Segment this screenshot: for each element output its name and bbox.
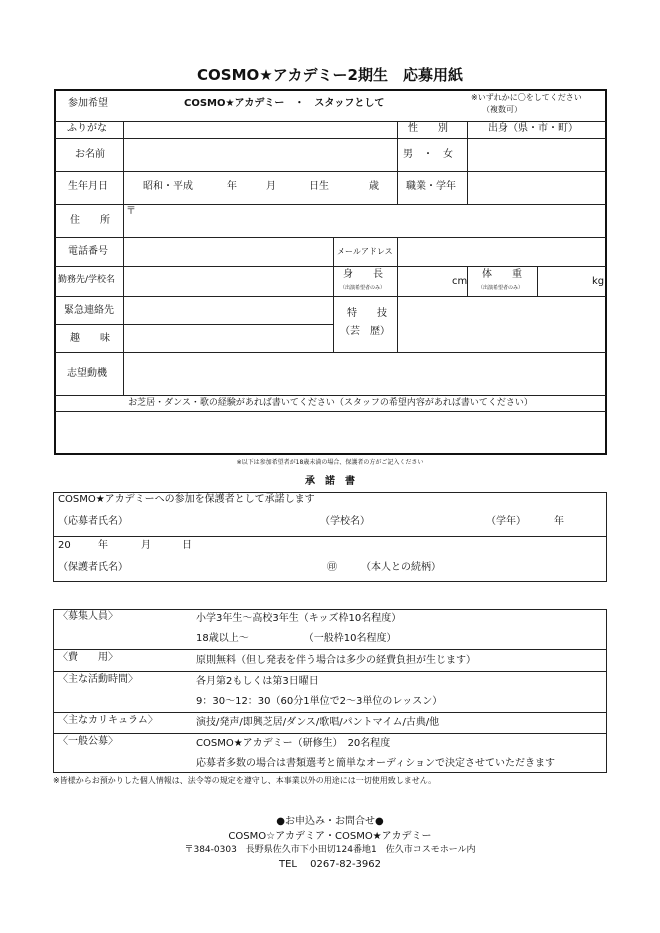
gender-options[interactable]: 男 ・ 女 — [403, 149, 453, 160]
info-divider — [53, 733, 607, 734]
row-divider — [55, 395, 606, 396]
info-line: 小学3年生～高校3年生（キッズ枠10名程度） — [196, 613, 402, 624]
phone-field[interactable] — [124, 238, 332, 265]
email-label: メールアドレス — [337, 247, 393, 256]
seal-mark: ㊞ — [327, 562, 337, 573]
name-label: お名前 — [75, 149, 105, 160]
info-line: COSMO★アカデミー（研修生） 20名程度 — [196, 738, 391, 749]
workplace-field[interactable] — [124, 267, 332, 295]
info-divider — [53, 712, 607, 713]
skill-label-sub: （芸 歴） — [340, 326, 390, 337]
column-divider — [397, 121, 398, 204]
date-month-unit: 月 — [141, 540, 151, 551]
info-divider — [53, 649, 607, 650]
birth-era[interactable]: 昭和・平成 — [143, 181, 193, 192]
sanka-note-sub: （複数可） — [482, 105, 522, 114]
age-unit: 歳 — [369, 181, 379, 192]
birth-year-unit: 年 — [227, 181, 237, 192]
weight-note: （出演希望者のみ） — [478, 285, 524, 291]
skill-label: 特 技 — [347, 308, 387, 319]
furigana-field[interactable] — [124, 122, 396, 137]
weight-unit: kg — [592, 276, 605, 287]
motive-field[interactable] — [124, 353, 605, 394]
skill-field[interactable] — [398, 297, 605, 351]
info-line: 応募者多数の場合は書類選考と簡単なオーディションで決定させていただきます — [196, 758, 555, 769]
height-unit: cm — [452, 276, 468, 287]
experience-field[interactable] — [56, 413, 605, 453]
birth-day-unit: 日生 — [309, 181, 329, 192]
birth-month-unit: 月 — [266, 181, 276, 192]
name-field[interactable] — [124, 139, 396, 170]
info-line: 演技/発声/即興芝居/ダンス/歌唱/パントマイム/古典/他 — [196, 717, 440, 728]
contact-tel: TEL 0267-82-3962 — [278, 859, 382, 870]
workplace-label: 勤務先/学校名 — [58, 275, 116, 285]
school-name-field[interactable] — [368, 512, 483, 532]
birthdate-label: 生年月日 — [68, 181, 108, 192]
info-label-curriculum: 〈主なカリキュラム〉 — [58, 715, 158, 726]
consent-divider — [53, 536, 607, 537]
hometown-field[interactable] — [468, 139, 605, 203]
applicant-name-label: （応募者氏名） — [58, 516, 128, 527]
info-divider — [53, 671, 607, 672]
height-label: 身 長 — [343, 269, 383, 280]
date-year-unit: 年 — [98, 540, 108, 551]
sanka-label: 参加希望 — [68, 98, 108, 109]
info-line: 各月第2もしくは第3日曜日 — [196, 676, 319, 687]
postal-mark: 〒 — [126, 206, 136, 217]
weight-label: 体 重 — [482, 269, 522, 280]
school-name-label: （学校名） — [320, 516, 370, 527]
sanka-note: ※いずれかに〇をしてください — [471, 93, 582, 102]
column-divider — [333, 237, 334, 352]
date-day-unit: 日 — [182, 540, 192, 551]
contact-heading: ●お申込み・お問合せ● — [276, 816, 384, 827]
experience-prompt: お芝居・ダンス・歌の経験があれば書いてください（スタッフの希望内容があれば書いてください） — [128, 398, 533, 408]
consent-statement: COSMO★アカデミーへの参加を保護者として承諾します — [58, 494, 315, 505]
row-divider — [55, 411, 606, 412]
info-line: 18歳以上～ （一般枠10名程度） — [196, 633, 397, 644]
emergency-field[interactable] — [124, 297, 332, 323]
contact-address: 〒384-0303 長野県佐久市下小田切124番地1 佐久市コスモホール内 — [184, 845, 476, 855]
page-title: COSMO★アカデミー2期生 応募用紙 — [197, 66, 463, 84]
emergency-label: 緊急連絡先 — [64, 305, 114, 316]
column-divider — [537, 266, 538, 296]
gender-label: 性 別 — [408, 123, 448, 134]
address-field[interactable] — [124, 205, 605, 236]
grade-unit: 年 — [554, 516, 564, 527]
height-note: （出演希望者のみ） — [340, 285, 386, 291]
info-label-public: 〈一般公募〉 — [58, 736, 118, 747]
privacy-note: ※皆様からお預かりした個人情報は、法令等の規定を遵守し、本事業以外の用途には一切使用致しません。 — [53, 776, 437, 785]
grade-label: （学年） — [486, 516, 526, 527]
guardian-name-field[interactable] — [125, 558, 320, 578]
relation-label: （本人との続柄） — [361, 562, 441, 573]
occupation-label: 職業・学年 — [406, 181, 456, 192]
sanka-options[interactable]: COSMO★アカデミー ・ スタッフとして — [184, 98, 385, 109]
contact-org: COSMO☆アカデミア・COSMO★アカデミー — [228, 831, 432, 842]
address-label: 住 所 — [70, 215, 110, 226]
furigana-label: ふりがな — [67, 123, 107, 134]
info-label-fee: 〈費 用〉 — [58, 652, 118, 663]
info-label-schedule: 〈主な活動時間〉 — [58, 674, 138, 685]
email-field[interactable] — [398, 238, 605, 265]
hobby-label: 趣 味 — [70, 333, 110, 344]
info-line: 9：30～12：30（60分1単位で2～3単位のレッスン） — [196, 696, 443, 707]
phone-label: 電話番号 — [68, 246, 108, 257]
hobby-field[interactable] — [124, 325, 332, 351]
hometown-label: 出身（県・市・町） — [488, 123, 578, 134]
date-century: 20 — [58, 540, 71, 551]
motive-label: 志望動機 — [67, 368, 107, 379]
info-line: 原則無料（但し発表を伴う場合は多少の経費負担が生じます） — [196, 655, 476, 666]
applicant-name-field[interactable] — [125, 512, 315, 532]
guardian-name-label: （保護者氏名） — [58, 562, 128, 573]
consent-heading: 承 諾 書 — [305, 476, 355, 487]
info-label-recruitment: 〈募集人員〉 — [58, 611, 118, 622]
guardian-note: ※以下は参加希望者が18歳未満の場合、保護者の方がご記入ください — [236, 459, 424, 466]
